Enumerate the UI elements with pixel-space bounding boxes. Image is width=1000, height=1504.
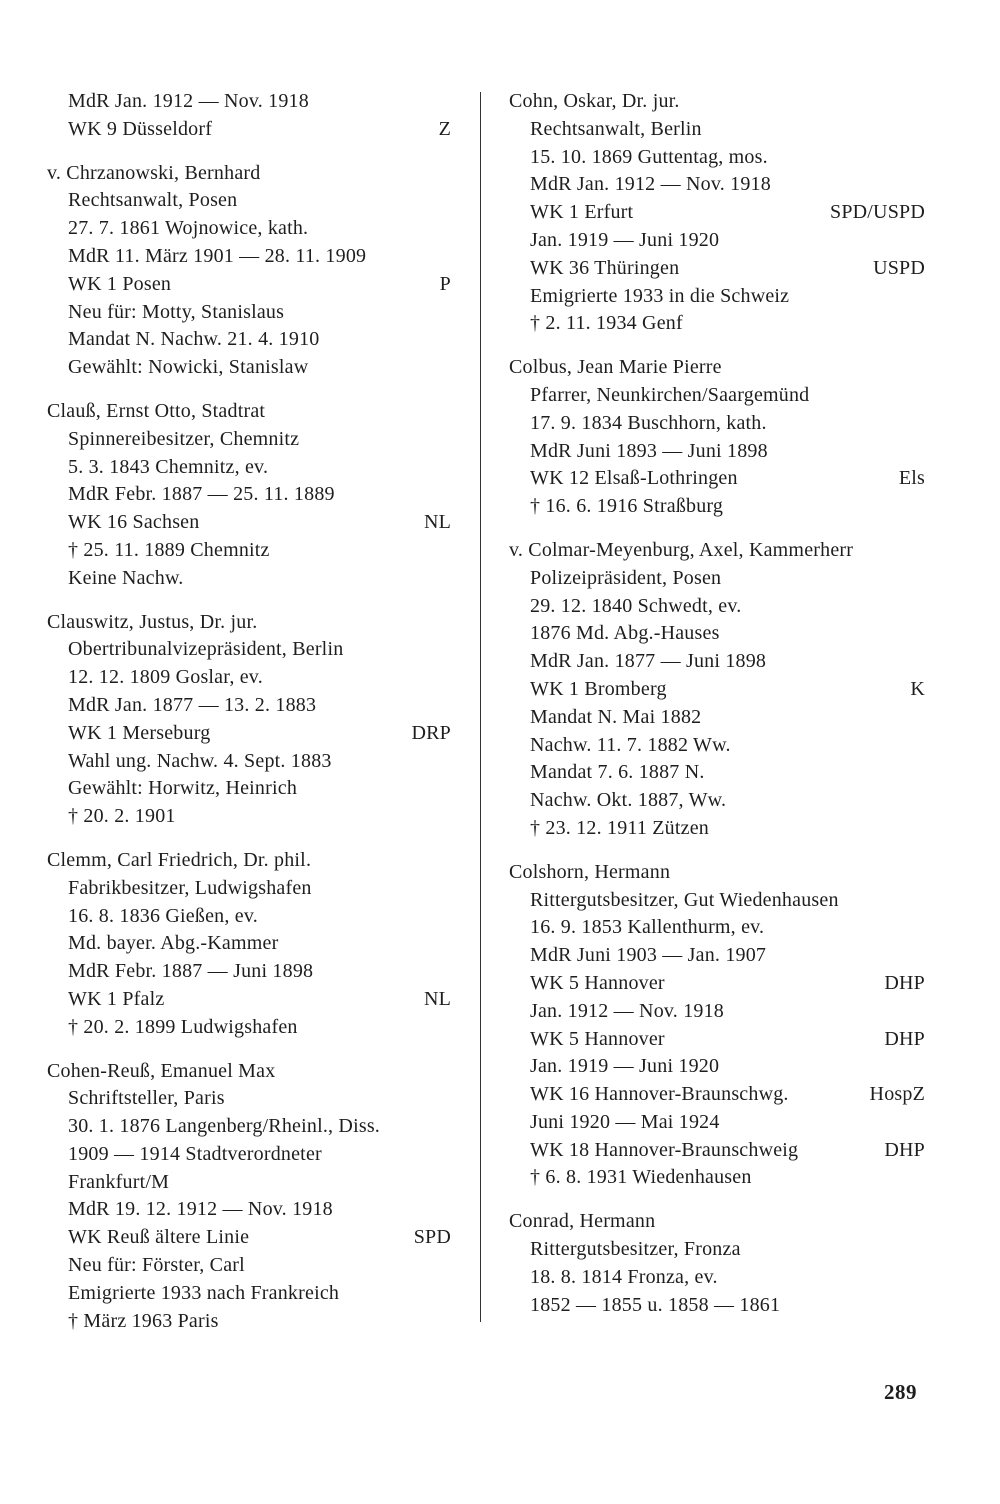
entry-line: 16. 8. 1836 Gießen, ev. bbox=[68, 904, 258, 927]
left-column bbox=[47, 88, 451, 1351]
entry-line: 1909 — 1914 Stadtverordneter bbox=[68, 1142, 322, 1165]
entry-line: MdR 19. 12. 1912 — Nov. 1918 bbox=[68, 1198, 333, 1221]
entry-line: † 2. 11. 1934 Genf bbox=[530, 312, 683, 335]
entry-line bbox=[509, 255, 925, 283]
entry-line: 17. 9. 1834 Buschhorn, kath. bbox=[530, 411, 767, 434]
entry-line: Schriftsteller, Paris bbox=[68, 1087, 225, 1110]
party-label: USPD bbox=[873, 256, 925, 279]
party-label: K bbox=[910, 677, 925, 700]
constituency-text: WK 1 Posen bbox=[68, 272, 172, 295]
entry-line bbox=[509, 1081, 925, 1109]
entry-line: Neu für: Förster, Carl bbox=[68, 1254, 245, 1277]
entry-line: MdR Jan. 1877 — Juni 1898 bbox=[530, 650, 767, 673]
entry-line bbox=[47, 271, 451, 299]
party-label: DRP bbox=[411, 721, 451, 744]
entry-name: Clauß, Ernst Otto, Stadtrat bbox=[47, 399, 266, 422]
entry-line: Mandat 7. 6. 1887 N. bbox=[530, 761, 705, 784]
entry-line: † 16. 6. 1916 Straßburg bbox=[530, 495, 724, 518]
entry-line: MdR Febr. 1887 — Juni 1898 bbox=[68, 960, 314, 983]
party-label: SPD bbox=[413, 1226, 451, 1249]
biography-entry bbox=[509, 537, 925, 843]
party-label: P bbox=[439, 272, 451, 295]
entry-line bbox=[47, 720, 451, 748]
entry-line: Fabrikbesitzer, Ludwigshafen bbox=[68, 876, 312, 899]
party-label: NL bbox=[423, 511, 451, 534]
entry-line: Nachw. Okt. 1887, Ww. bbox=[530, 789, 727, 812]
entry-line: 12. 12. 1809 Goslar, ev. bbox=[68, 666, 263, 689]
entry-line: Rittergutsbesitzer, Gut Wiedenhausen bbox=[530, 888, 839, 911]
entry-line: Mandat N. Nachw. 21. 4. 1910 bbox=[68, 328, 320, 351]
entry-line: Juni 1920 — Mai 1924 bbox=[530, 1110, 720, 1133]
entry-name: Clemm, Carl Friedrich, Dr. phil. bbox=[47, 848, 312, 871]
entry-line bbox=[509, 1137, 925, 1165]
entry-name: Cohn, Oskar, Dr. jur. bbox=[509, 90, 680, 112]
entry-name: Conrad, Hermann bbox=[509, 1210, 656, 1233]
biography-entry bbox=[47, 398, 451, 593]
biography-entry bbox=[509, 354, 925, 521]
entry-name: v. Colmar-Meyenburg, Axel, Kammerherr bbox=[509, 538, 854, 561]
biography-entry bbox=[47, 1058, 451, 1336]
entry-name: Colbus, Jean Marie Pierre bbox=[509, 356, 722, 379]
party-label: Z bbox=[438, 117, 451, 140]
constituency-text: WK 1 Pfalz bbox=[68, 987, 165, 1010]
entry-line bbox=[47, 986, 451, 1014]
party-label: DHP bbox=[884, 1027, 925, 1050]
entry-line: 1876 Md. Abg.-Hauses bbox=[530, 622, 720, 645]
entry-line: Polizeipräsident, Posen bbox=[530, 566, 722, 589]
column-divider bbox=[480, 92, 481, 1322]
entry-line: MdR Juni 1893 — Juni 1898 bbox=[530, 439, 768, 462]
constituency-text: WK 16 Sachsen bbox=[68, 511, 200, 534]
entry-line: Obertribunalvizepräsident, Berlin bbox=[68, 638, 344, 661]
entry-line: Rechtsanwalt, Posen bbox=[68, 189, 238, 212]
entry-line: Gewählt: Nowicki, Stanislaw bbox=[68, 356, 309, 379]
entry-line: MdR 11. März 1901 — 28. 11. 1909 bbox=[68, 244, 367, 267]
entry-name: v. Chrzanowski, Bernhard bbox=[47, 161, 261, 184]
entry-line: Md. bayer. Abg.-Kammer bbox=[68, 932, 279, 955]
biography-entry bbox=[47, 160, 451, 382]
entry-line bbox=[47, 509, 451, 537]
entry-line: Rechtsanwalt, Berlin bbox=[530, 117, 702, 140]
entry-line: 30. 1. 1876 Langenberg/Rheinl., Diss. bbox=[68, 1115, 380, 1138]
biography-entry bbox=[509, 859, 925, 1193]
entry-line: Keine Nachw. bbox=[68, 566, 184, 589]
right-column bbox=[509, 88, 925, 1335]
party-label: HospZ bbox=[869, 1083, 925, 1106]
entry-line: Emigrierte 1933 in die Schweiz bbox=[530, 284, 790, 307]
entry-line: Spinnereibesitzer, Chemnitz bbox=[68, 427, 300, 450]
party-label: NL bbox=[423, 987, 451, 1010]
constituency-text: WK 5 Hannover bbox=[530, 1027, 665, 1050]
entry-name: Colshorn, Hermann bbox=[509, 860, 671, 883]
constituency-text: WK 1 Erfurt bbox=[530, 201, 634, 224]
entry-line: 16. 9. 1853 Kallenthurm, ev. bbox=[530, 916, 765, 939]
entry-line: 18. 8. 1814 Fronza, ev. bbox=[530, 1265, 718, 1288]
entry-line: 5. 3. 1843 Chemnitz, ev. bbox=[68, 455, 269, 478]
entry-name: Cohen-Reuß, Emanuel Max bbox=[47, 1059, 276, 1082]
entry-line: † 20. 2. 1901 bbox=[68, 805, 176, 828]
entry-line: Frankfurt/M bbox=[68, 1170, 170, 1193]
entry-line bbox=[509, 465, 925, 493]
entry-line bbox=[509, 676, 925, 704]
biography-entry bbox=[509, 1208, 925, 1319]
constituency-text: WK 1 Bromberg bbox=[530, 677, 667, 700]
entry-line: Nachw. 11. 7. 1882 Ww. bbox=[530, 733, 731, 756]
constituency-text: WK Reuß ältere Linie bbox=[68, 1226, 250, 1249]
entry-name: Clauswitz, Justus, Dr. jur. bbox=[47, 610, 258, 633]
constituency-text: WK 1 Merseburg bbox=[68, 721, 211, 744]
entry-line: MdR Jan. 1912 — Nov. 1918 bbox=[68, 90, 309, 112]
entry-line: MdR Jan. 1877 — 13. 2. 1883 bbox=[68, 693, 317, 716]
entry-line: Jan. 1919 — Juni 1920 bbox=[530, 228, 720, 251]
constituency-text: WK 12 Elsaß-Lothringen bbox=[530, 467, 738, 490]
entry-line: Emigrierte 1933 nach Frankreich bbox=[68, 1281, 340, 1304]
party-label: DHP bbox=[884, 971, 925, 994]
entry-line: 1852 — 1855 u. 1858 — 1861 bbox=[530, 1293, 781, 1316]
entry-line: † März 1963 Paris bbox=[68, 1309, 219, 1332]
entry-line: MdR Jan. 1912 — Nov. 1918 bbox=[530, 173, 771, 196]
entry-line: Jan. 1912 — Nov. 1918 bbox=[530, 999, 725, 1022]
constituency-text: WK 18 Hannover-Braunschweig bbox=[530, 1138, 799, 1161]
entry-line: † 23. 12. 1911 Zützen bbox=[530, 816, 709, 839]
entry-line: † 25. 11. 1889 Chemnitz bbox=[68, 538, 270, 561]
entry-line: 15. 10. 1869 Guttentag, mos. bbox=[530, 145, 768, 168]
biography-entry bbox=[47, 609, 451, 831]
entry-line: MdR Juni 1903 — Jan. 1907 bbox=[530, 944, 767, 967]
entry-line bbox=[509, 1026, 925, 1054]
entry-line bbox=[509, 199, 925, 227]
constituency-text: WK 9 Düsseldorf bbox=[68, 117, 213, 140]
entry-line: Rittergutsbesitzer, Fronza bbox=[530, 1238, 741, 1261]
entry-line: † 20. 2. 1899 Ludwigshafen bbox=[68, 1015, 298, 1038]
entry-line: 29. 12. 1840 Schwedt, ev. bbox=[530, 594, 742, 617]
constituency-text: WK 36 Thüringen bbox=[530, 256, 680, 279]
entry-line: † 6. 8. 1931 Wiedenhausen bbox=[530, 1166, 752, 1189]
biography-entry bbox=[47, 847, 451, 1042]
entry-line: Neu für: Motty, Stanislaus bbox=[68, 300, 285, 323]
party-label: Els bbox=[898, 467, 925, 490]
entry-line: Jan. 1919 — Juni 1920 bbox=[530, 1055, 720, 1078]
constituency-text: WK 16 Hannover-Braunschwg. bbox=[530, 1083, 789, 1106]
entry-line: 27. 7. 1861 Wojnowice, kath. bbox=[68, 217, 309, 240]
page-number: 289 bbox=[884, 1380, 917, 1404]
entry-line: Mandat N. Mai 1882 bbox=[530, 705, 702, 728]
entry-line bbox=[509, 970, 925, 998]
entry-line: Gewählt: Horwitz, Heinrich bbox=[68, 777, 298, 800]
entry-line bbox=[47, 116, 451, 144]
constituency-text: WK 5 Hannover bbox=[530, 971, 665, 994]
entry-continuation bbox=[47, 88, 451, 144]
biography-entry bbox=[509, 88, 925, 338]
entry-line: Pfarrer, Neunkirchen/Saargemünd bbox=[530, 383, 810, 406]
party-label: DHP bbox=[884, 1138, 925, 1161]
party-label: SPD/USPD bbox=[830, 201, 925, 224]
entry-line: MdR Febr. 1887 — 25. 11. 1889 bbox=[68, 483, 335, 506]
entry-line bbox=[47, 1224, 451, 1252]
entry-line: Wahl ung. Nachw. 4. Sept. 1883 bbox=[68, 749, 332, 772]
